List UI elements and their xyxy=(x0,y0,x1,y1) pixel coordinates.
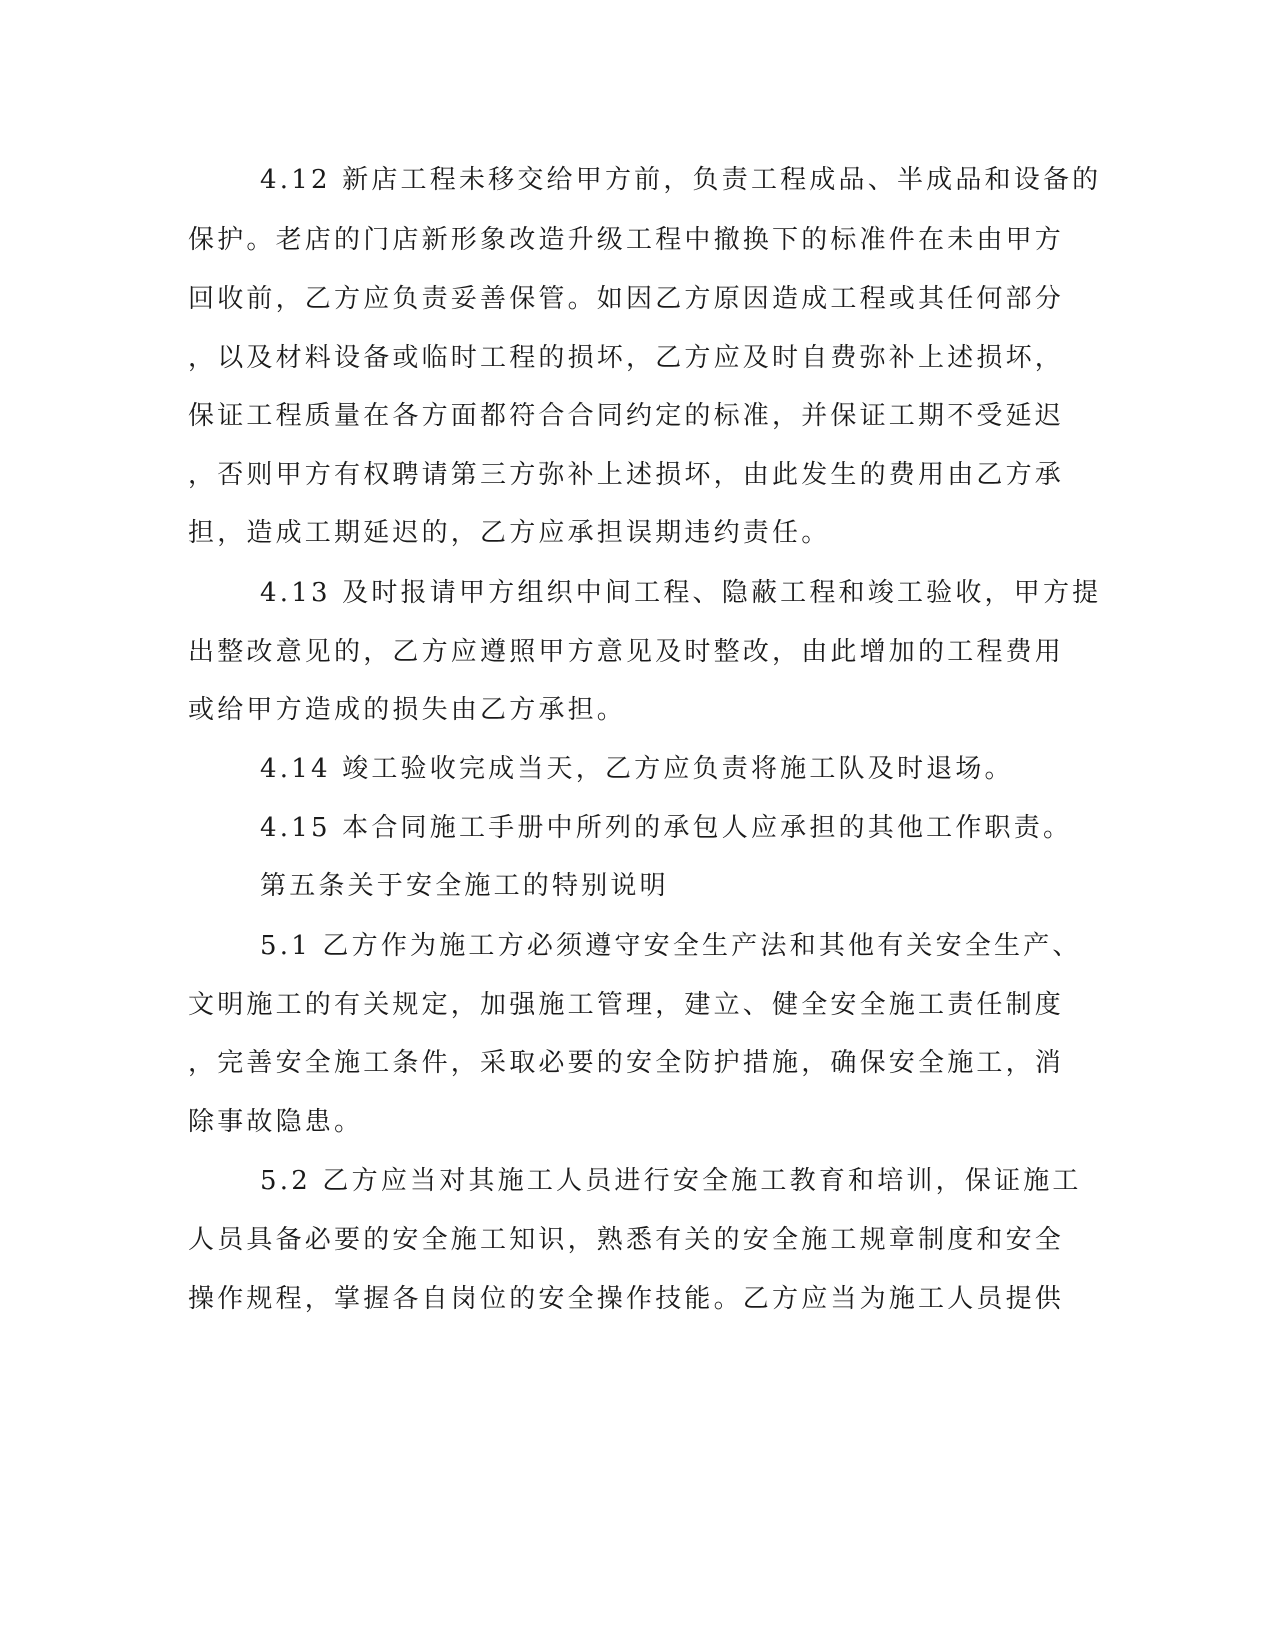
paragraph-line: 回收前，乙方应负责妥善保管。如因乙方原因造成工程或其任何部分 xyxy=(188,284,1065,314)
paragraph-line: 5.2 乙方应当对其施工人员进行安全施工教育和培训，保证施工 xyxy=(260,1166,1082,1196)
paragraph-line: 出整改意见的，乙方应遵照甲方意见及时整改，由此增加的工程费用 xyxy=(188,637,1065,667)
paragraph-line: ，以及材料设备或临时工程的损坏，乙方应及时自费弥补上述损坏， xyxy=(188,343,1065,373)
paragraph-line: ，完善安全施工条件，采取必要的安全防护措施，确保安全施工，消 xyxy=(188,1048,1065,1078)
section-heading: 第五条关于安全施工的特别说明 xyxy=(260,871,669,901)
paragraph-line: 保证工程质量在各方面都符合合同约定的标准，并保证工期不受延迟 xyxy=(188,401,1065,431)
paragraph-line: 文明施工的有关规定，加强施工管理，建立、健全安全施工责任制度 xyxy=(188,990,1065,1020)
paragraph-line: 人员具备必要的安全施工知识，熟悉有关的安全施工规章制度和安全 xyxy=(188,1225,1065,1255)
paragraph-line: 4.12 新店工程未移交给甲方前，负责工程成品、半成品和设备的 xyxy=(260,165,1102,195)
paragraph-line: 或给甲方造成的损失由乙方承担。 xyxy=(188,695,627,725)
paragraph-line: 4.13 及时报请甲方组织中间工程、隐蔽工程和竣工验收，甲方提 xyxy=(260,578,1102,608)
paragraph-line: 保护。老店的门店新形象改造升级工程中撤换下的标准件在未由甲方 xyxy=(188,225,1065,255)
paragraph-line: 除事故隐患。 xyxy=(188,1107,364,1137)
paragraph-line: ，否则甲方有权聘请第三方弥补上述损坏，由此发生的费用由乙方承 xyxy=(188,460,1065,490)
paragraph-line: 4.15 本合同施工手册中所列的承包人应承担的其他工作职责。 xyxy=(260,813,1073,843)
paragraph-line: 担，造成工期延迟的，乙方应承担误期违约责任。 xyxy=(188,518,831,548)
paragraph-line: 5.1 乙方作为施工方必须遵守安全生产法和其他有关安全生产、 xyxy=(260,931,1082,961)
paragraph-line: 操作规程，掌握各自岗位的安全操作技能。乙方应当为施工人员提供 xyxy=(188,1284,1065,1314)
paragraph-line: 4.14 竣工验收完成当天，乙方应负责将施工队及时退场。 xyxy=(260,754,1014,784)
